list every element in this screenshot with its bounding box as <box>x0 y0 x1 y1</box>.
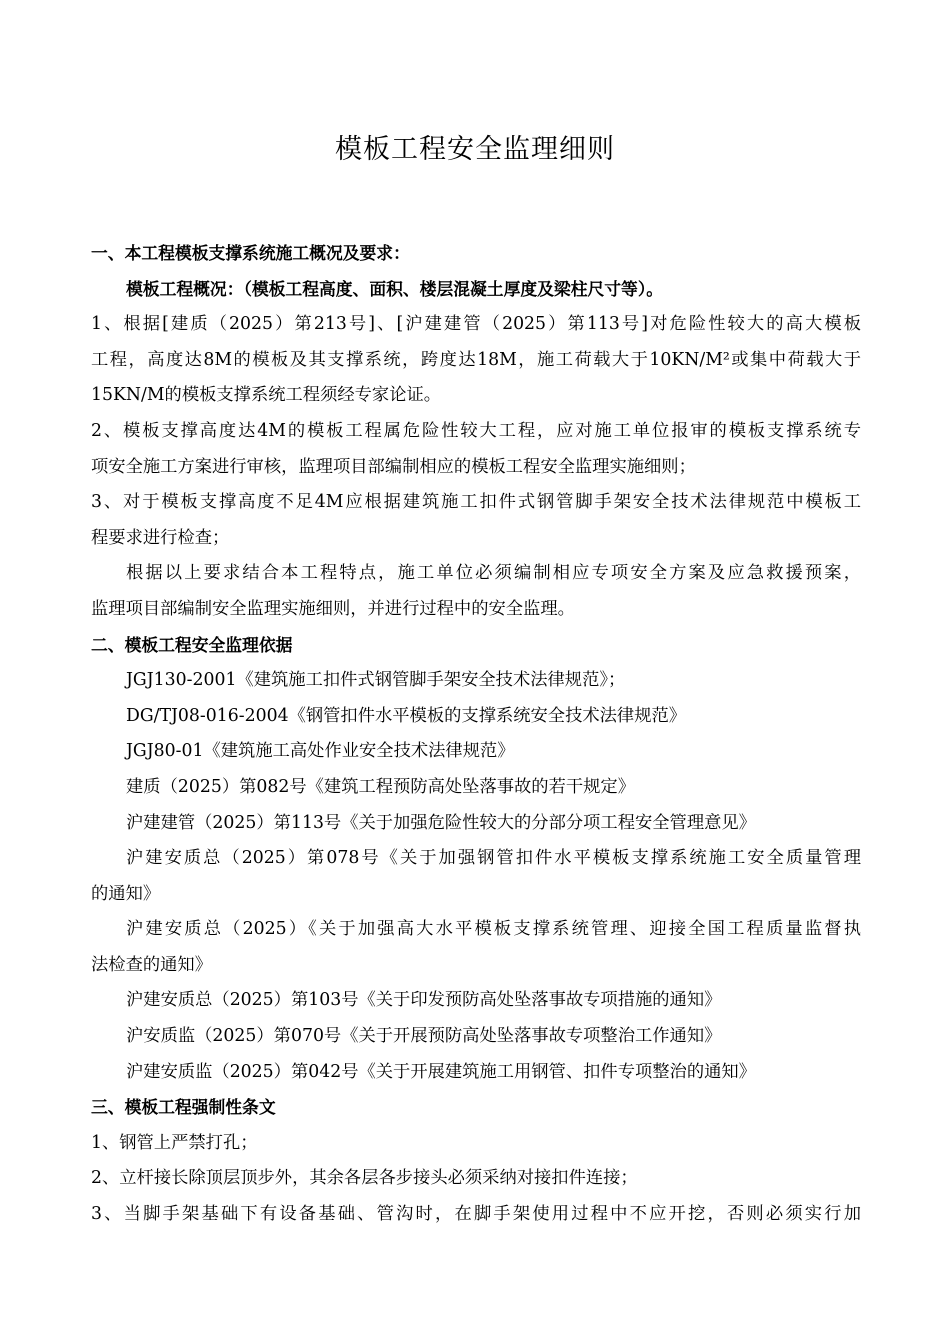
clause-line: 2、立杆接长除顶层顶步外，其余各层各步接头必须采纳对接扣件连接； <box>91 1168 638 1189</box>
reference-line: 沪建安质监（2025）第042号《关于开展建筑施工用钢管、扣件专项整治的通知》 <box>126 1061 756 1082</box>
section-1-heading: 一、本工程模板支撑系统施工概况及要求： <box>91 243 410 263</box>
paragraph-line: 项安全施工方案进行审核，监理项目部编制相应的模板工程安全监理实施细则； <box>91 456 696 477</box>
reference-line: JGJ80-01《建筑施工高处作业安全技术法律规范》 <box>126 741 515 762</box>
paragraph-line: 监理项目部编制安全监理实施细则，并进行过程中的安全监理。 <box>91 598 575 619</box>
reference-line: JGJ130-2001《建筑施工扣件式钢管脚手架安全技术法律规范》； <box>126 670 626 691</box>
reference-line: 法检查的通知》 <box>91 954 212 975</box>
reference-line: 沪安质监（2025）第070号《关于开展预防高处坠落事故专项整治工作通知》 <box>126 1026 722 1047</box>
paragraph-line: 程要求进行检查； <box>91 527 230 548</box>
clause-line: 3、当脚手架基础下有设备基础、管沟时，在脚手架使用过程中不应开挖，否则必须实行加 <box>91 1204 861 1225</box>
reference-line: 沪建建管（2025）第113号《关于加强危险性较大的分部分项工程安全管理意见》 <box>126 812 756 833</box>
reference-line: 的通知》 <box>91 883 161 904</box>
paragraph-line: 工程，高度达8M的模板及其支撑系统，跨度达18M，施工荷载大于10KN/M²或集中荷载大于 <box>91 349 861 370</box>
paragraph-line: 3、对于模板支撑高度不足4M应根据建筑施工扣件式钢管脚手架安全技术法律规范中模板工 <box>91 492 861 513</box>
document-title: 模板工程安全监理细则 <box>335 134 615 165</box>
section-1-subheading: 模板工程概况：（模板工程高度、面积、楼层混凝土厚度及梁柱尺寸等）。 <box>126 278 663 299</box>
clause-line: 1、钢管上严禁打孔； <box>91 1132 258 1153</box>
section-3-heading: 三、模板工程强制性条文 <box>91 1097 276 1118</box>
reference-line: 沪建安质总（2025）《关于加强高大水平模板支撑系统管理、迎接全国工程质量监督执 <box>126 919 861 940</box>
reference-line: DG/TJ08-016-2004《钢管扣件水平模板的支撑系统安全技术法律规范》 <box>126 705 687 726</box>
paragraph-line: 2、模板支撑高度达4M的模板工程属危险性较大工程，应对施工单位报审的模板支撑系统专 <box>91 420 861 441</box>
section-2-heading: 二、模板工程安全监理依据 <box>91 634 293 655</box>
paragraph-line: 根据以上要求结合本工程特点，施工单位必须编制相应专项安全方案及应急救援预案， <box>126 563 861 584</box>
document-body <box>91 236 861 1233</box>
reference-line: 建质（2025）第082号《建筑工程预防高处坠落事故的若干规定》 <box>126 776 635 797</box>
paragraph-line: 15KN/M的模板支撑系统工程须经专家论证。 <box>91 385 442 406</box>
reference-line: 沪建安质总（2025）第103号《关于印发预防高处坠落事故专项措施的通知》 <box>126 990 722 1011</box>
reference-line: 沪建安质总（2025）第078号《关于加强钢管扣件水平模板支撑系统施工安全质量管理 <box>126 848 861 869</box>
paragraph-line: 1、根据[建质（2025）第213号]、[沪建建管（2025）第113号]对危险性较大的高大模板 <box>91 314 861 335</box>
